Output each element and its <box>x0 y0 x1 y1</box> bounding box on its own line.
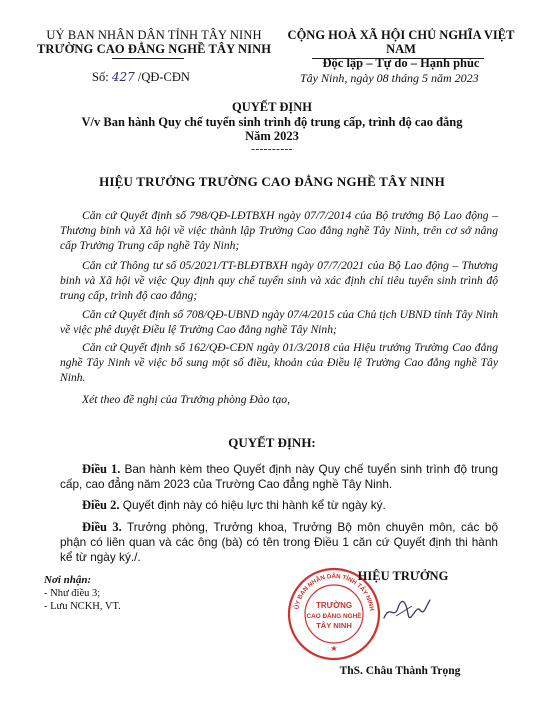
seal-line-1: TRƯỜNG <box>315 601 353 610</box>
issue-date: Tây Ninh, ngày 08 tháng 5 năm 2023 <box>300 71 479 85</box>
title-separator: ---------- <box>251 143 293 155</box>
authority-name: UỶ BAN NHÂN DÂN TỈNH TÂY NINH <box>46 28 262 42</box>
seal-star: ★ <box>330 644 338 653</box>
article-3: Điều 3. Trưởng phòng, Trưởng khoa, Trưởng Bộ môn chuyên môn, các bộ phận có liên quan và các ông (bà) có tên trong Điều 1 căn cứ Quyết định thi hành kể từ ngày ký./. <box>60 520 499 564</box>
signature-mark <box>382 596 432 626</box>
decision-heading: QUYẾT ĐỊNH: <box>228 435 316 450</box>
header-left-rule <box>112 58 184 59</box>
article-2: Điều 2. Quyết định này có hiệu lực thi hành kể từ ngày ký. <box>82 498 386 512</box>
title-year: Năm 2023 <box>245 129 299 143</box>
article-label: Điều 1. <box>82 462 121 476</box>
doc-number-handwritten: 427 <box>111 70 135 84</box>
legal-basis-1: Căn cứ Quyết định số 798/QĐ-LĐTBXH ngày 07/7/2014 của Bộ trưởng Bộ Lao động – Thương binh và Xã hội về việc thành lập Trường Cao đẳng nghề Tây Ninh, trên cơ sở nâng cấp Trường Trung cấp nghề Tây Ninh; <box>60 209 498 252</box>
document-number <box>92 70 190 85</box>
article-label: Điều 2. <box>82 498 120 512</box>
school-name: TRƯỜNG CAO ĐẲNG NGHỀ TÂY NINH <box>36 42 272 56</box>
recipients-title: Nơi nhận: <box>44 574 92 586</box>
signer-name: ThS. Châu Thành Trọng <box>339 665 461 677</box>
article-label: Điều 3. <box>82 520 122 534</box>
seal-line-3: TÂY NINH <box>316 621 352 630</box>
issuer-heading: HIỆU TRƯỞNG TRƯỜNG CAO ĐẲNG NGHỀ TÂY NINH <box>99 174 445 189</box>
article-1: Điều 1. Ban hành kèm theo Quyết định này Quy chế tuyển sinh trình độ trung cấp, cao đẳng năm 2023 của Trường Cao đẳng nghề Tây Ninh. <box>60 462 499 491</box>
document-title <box>30 100 514 144</box>
seal-line-2: CAO ĐẲNG NGHỀ <box>306 613 362 620</box>
issuing-authority <box>34 28 274 56</box>
doc-number-prefix: Số: <box>92 70 112 84</box>
title-subject: V/v Ban hành Quy chế tuyển sinh trình độ trung cấp, trình độ cao đẳng <box>81 114 463 129</box>
legal-basis-2: Căn cứ Thông tư số 05/2021/TT-BLĐTBXH ngày 07/7/2021 của Bộ Lao động – Thương binh và Xã hội về việc Quy định quy chế tuyển sinh và xác định chỉ tiêu tuyển sinh trình độ trung cấp, trình độ cao đẳng; <box>60 259 498 302</box>
header-right-rule <box>312 58 484 59</box>
country-name: CỘNG HOÀ XÃ HỘI CHỦ NGHĨA VIỆT NAM <box>287 28 515 56</box>
recipient-item: - Lưu NCKH, VT. <box>44 601 121 612</box>
proposal-note: Xét theo đề nghị của Trưởng phòng Đào tạo, <box>82 393 290 406</box>
signer-title: HIỆU TRƯỞNG <box>357 569 449 583</box>
motto: Độc lập – Tự do – Hạnh phúc <box>322 56 480 70</box>
doc-number-suffix: /QĐ-CĐN <box>134 70 190 84</box>
legal-basis-4: Căn cứ Quyết định số 162/QĐ-CĐN ngày 01/3/2018 của Hiệu trưởng Trường Cao đẳng nghề Tây Ninh về việc bổ sung một số điều, khoản của Điều lệ Trường Cao đẳng nghề Tây Ninh. <box>60 341 498 384</box>
seal-ring-text: ỦY BAN NHÂN DÂN TỈNH TÂY NINH <box>293 572 375 612</box>
recipient-item: - Như điều 3; <box>44 588 101 599</box>
title-main: QUYẾT ĐỊNH <box>232 100 312 114</box>
recipients <box>44 574 204 613</box>
national-motto <box>276 28 526 70</box>
legal-basis-3: Căn cứ Quyết định số 708/QĐ-UBND ngày 07/4/2015 của Chủ tịch UBND tỉnh Tây Ninh về việc phê duyệt Điều lệ Trường Cao đẳng nghề Tây Ninh; <box>60 308 498 336</box>
